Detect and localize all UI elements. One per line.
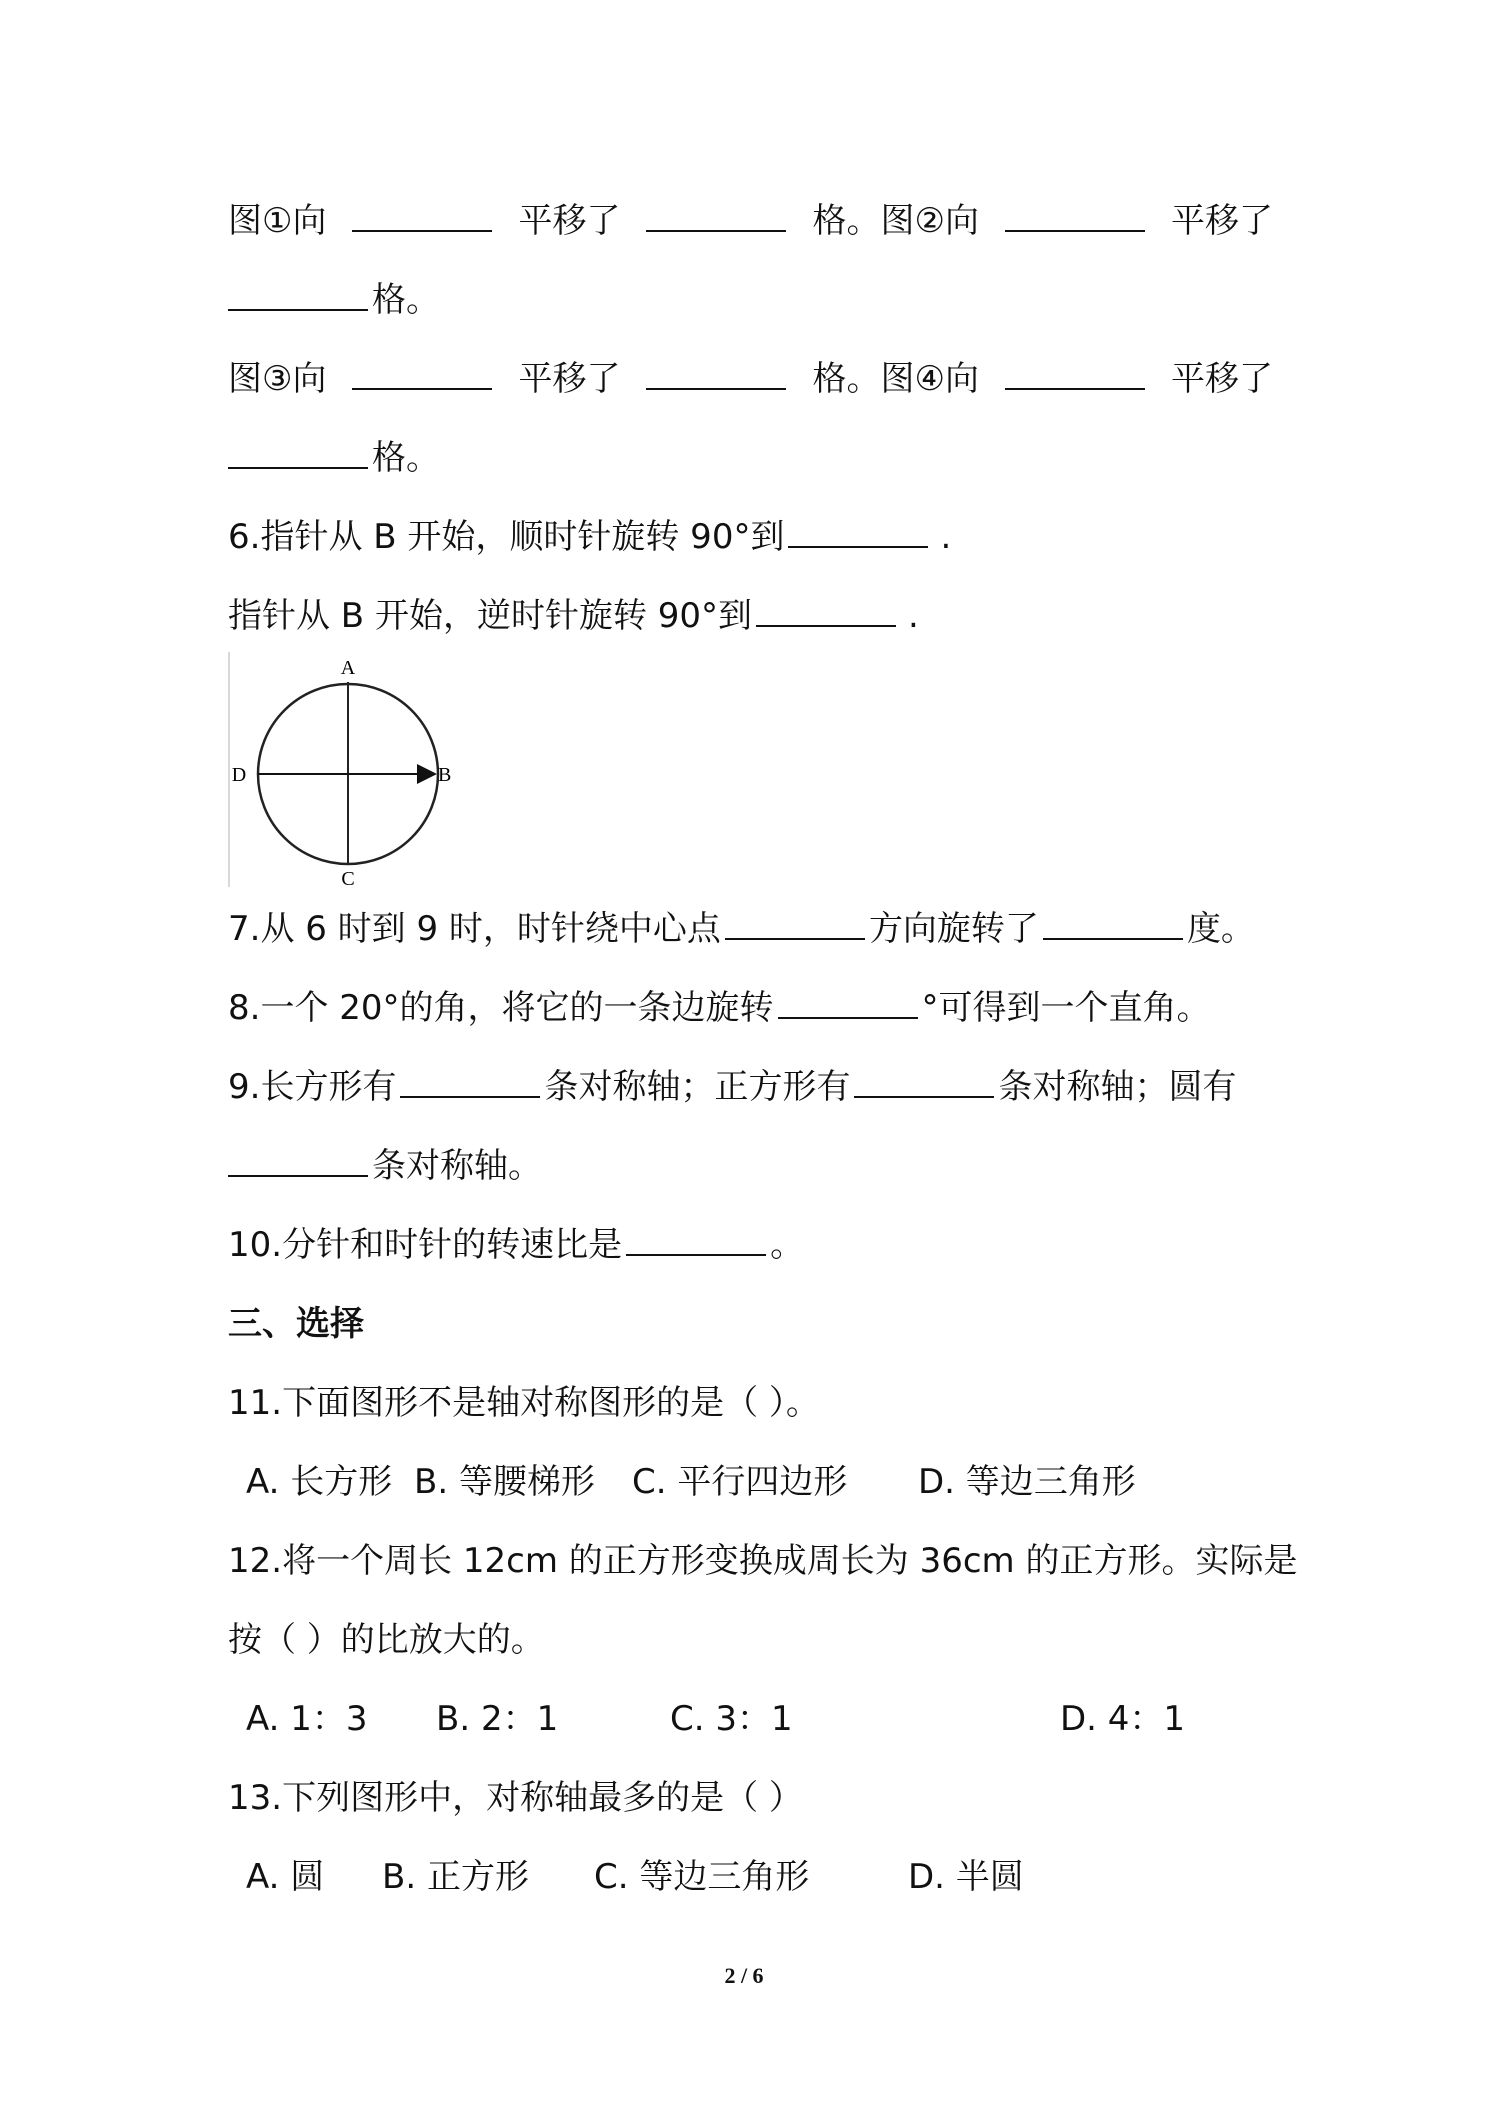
q6-blank-1[interactable] bbox=[788, 514, 928, 548]
q5-row-1 bbox=[228, 198, 1273, 244]
q13-option-c[interactable]: C. 等边三角形 bbox=[594, 1857, 810, 1897]
q5-text-3a: 图③向 bbox=[228, 359, 327, 399]
q5-text-1d: 平移了 bbox=[1170, 201, 1273, 241]
q5-row-2 bbox=[228, 277, 1278, 323]
q6-text-1: 6.指针从 B 开始，顺时针旋转 90°到 bbox=[228, 517, 785, 557]
q9-text-2: 条对称轴；正方形有 bbox=[544, 1067, 851, 1107]
q12-option-a[interactable]: A. 1：3 bbox=[246, 1699, 368, 1739]
q6-blank-2[interactable] bbox=[756, 593, 896, 627]
q5-blank-7[interactable] bbox=[1005, 356, 1145, 390]
q11-stem: 11.下面图形不是轴对称图形的是（ ）。 bbox=[228, 1383, 820, 1423]
q5-blank-1[interactable] bbox=[352, 198, 492, 232]
q9-text-1: 9.长方形有 bbox=[228, 1067, 397, 1107]
q5-text-3b: 平移了 bbox=[518, 359, 621, 399]
q6-line-2 bbox=[228, 593, 1278, 639]
q9-line-2 bbox=[228, 1143, 1278, 1189]
q10-text-2: 。 bbox=[770, 1225, 805, 1265]
q11-option-d[interactable]: D. 等边三角形 bbox=[918, 1462, 1136, 1502]
q5-blank-4[interactable] bbox=[228, 277, 368, 311]
q5-text-3c: 格。图④向 bbox=[812, 359, 979, 399]
q5-blank-2[interactable] bbox=[646, 198, 786, 232]
section-3-title: 三、选择 bbox=[228, 1304, 364, 1344]
q8-text-1: 8.一个 20°的角，将它的一条边旋转 bbox=[228, 988, 774, 1028]
q5-blank-3[interactable] bbox=[1005, 198, 1145, 232]
q9-blank-1[interactable] bbox=[400, 1064, 540, 1098]
q13-option-d[interactable]: D. 半圆 bbox=[908, 1857, 1024, 1897]
q9-blank-3[interactable] bbox=[228, 1143, 368, 1177]
q7-line bbox=[228, 906, 1278, 952]
q9-text-3: 条对称轴；圆有 bbox=[998, 1067, 1237, 1107]
q12-stem-2: 按（ ）的比放大的。 bbox=[228, 1620, 545, 1660]
q10-line bbox=[228, 1222, 1278, 1268]
q13-option-a[interactable]: A. 圆 bbox=[246, 1857, 325, 1897]
compass-figure bbox=[228, 652, 452, 890]
q7-text-1: 7.从 6 时到 9 时，时针绕中心点 bbox=[228, 909, 721, 949]
q12-option-d[interactable]: D. 4：1 bbox=[1060, 1699, 1186, 1739]
q5-text-2: 格。 bbox=[372, 280, 440, 320]
q13-stem: 13.下列图形中，对称轴最多的是（ ） bbox=[228, 1778, 803, 1818]
q8-blank-1[interactable] bbox=[778, 985, 918, 1019]
q13-option-b[interactable]: B. 正方形 bbox=[382, 1857, 529, 1897]
q8-text-2: °可得到一个直角。 bbox=[921, 988, 1211, 1028]
q6-text-2: 指针从 B 开始，逆时针旋转 90°到 bbox=[228, 596, 753, 636]
q12-stem-1: 12.将一个周长 12cm 的正方形变换成周长为 36cm 的正方形。实际是 bbox=[228, 1541, 1298, 1581]
q6-line-1 bbox=[228, 514, 1278, 560]
q12-option-b[interactable]: B. 2：1 bbox=[436, 1699, 559, 1739]
q7-text-2: 方向旋转了 bbox=[868, 909, 1039, 949]
q7-text-3: 度。 bbox=[1186, 909, 1255, 949]
q9-blank-2[interactable] bbox=[854, 1064, 994, 1098]
label-d: D bbox=[231, 764, 247, 786]
q11-option-c[interactable]: C. 平行四边形 bbox=[632, 1462, 848, 1502]
q11-options bbox=[228, 1459, 1278, 1505]
q8-line bbox=[228, 985, 1278, 1031]
q5-text-3d: 平移了 bbox=[1170, 359, 1273, 399]
q9-text-4: 条对称轴。 bbox=[372, 1146, 542, 1186]
q5-blank-8[interactable] bbox=[228, 435, 368, 469]
q10-blank-1[interactable] bbox=[626, 1222, 766, 1256]
q5-blank-6[interactable] bbox=[646, 356, 786, 390]
label-b: B bbox=[438, 764, 452, 786]
q5-row-4 bbox=[228, 435, 1278, 481]
q5-text-4: 格。 bbox=[372, 438, 440, 478]
label-a: A bbox=[340, 657, 356, 679]
q11-option-b[interactable]: B. 等腰梯形 bbox=[414, 1462, 595, 1502]
q7-blank-1[interactable] bbox=[725, 906, 865, 940]
q11-option-a[interactable]: A. 长方形 bbox=[246, 1462, 393, 1502]
q7-blank-2[interactable] bbox=[1043, 906, 1183, 940]
label-c: C bbox=[341, 868, 355, 890]
q13-options bbox=[228, 1854, 1278, 1900]
page-number: 2 / 6 bbox=[724, 1963, 764, 1988]
q10-text-1: 10.分针和时针的转速比是 bbox=[228, 1225, 623, 1265]
q6-end-1: . bbox=[940, 517, 952, 557]
q5-text-1a: 图①向 bbox=[228, 201, 327, 241]
q5-row-3 bbox=[228, 356, 1273, 402]
q9-line-1 bbox=[228, 1064, 1278, 1110]
q5-text-1b: 平移了 bbox=[518, 201, 621, 241]
q12-options bbox=[228, 1696, 1278, 1742]
q12-option-c[interactable]: C. 3：1 bbox=[670, 1699, 793, 1739]
q6-end-2: . bbox=[908, 596, 919, 636]
q5-text-1c: 格。图②向 bbox=[812, 201, 979, 241]
q5-blank-5[interactable] bbox=[352, 356, 492, 390]
